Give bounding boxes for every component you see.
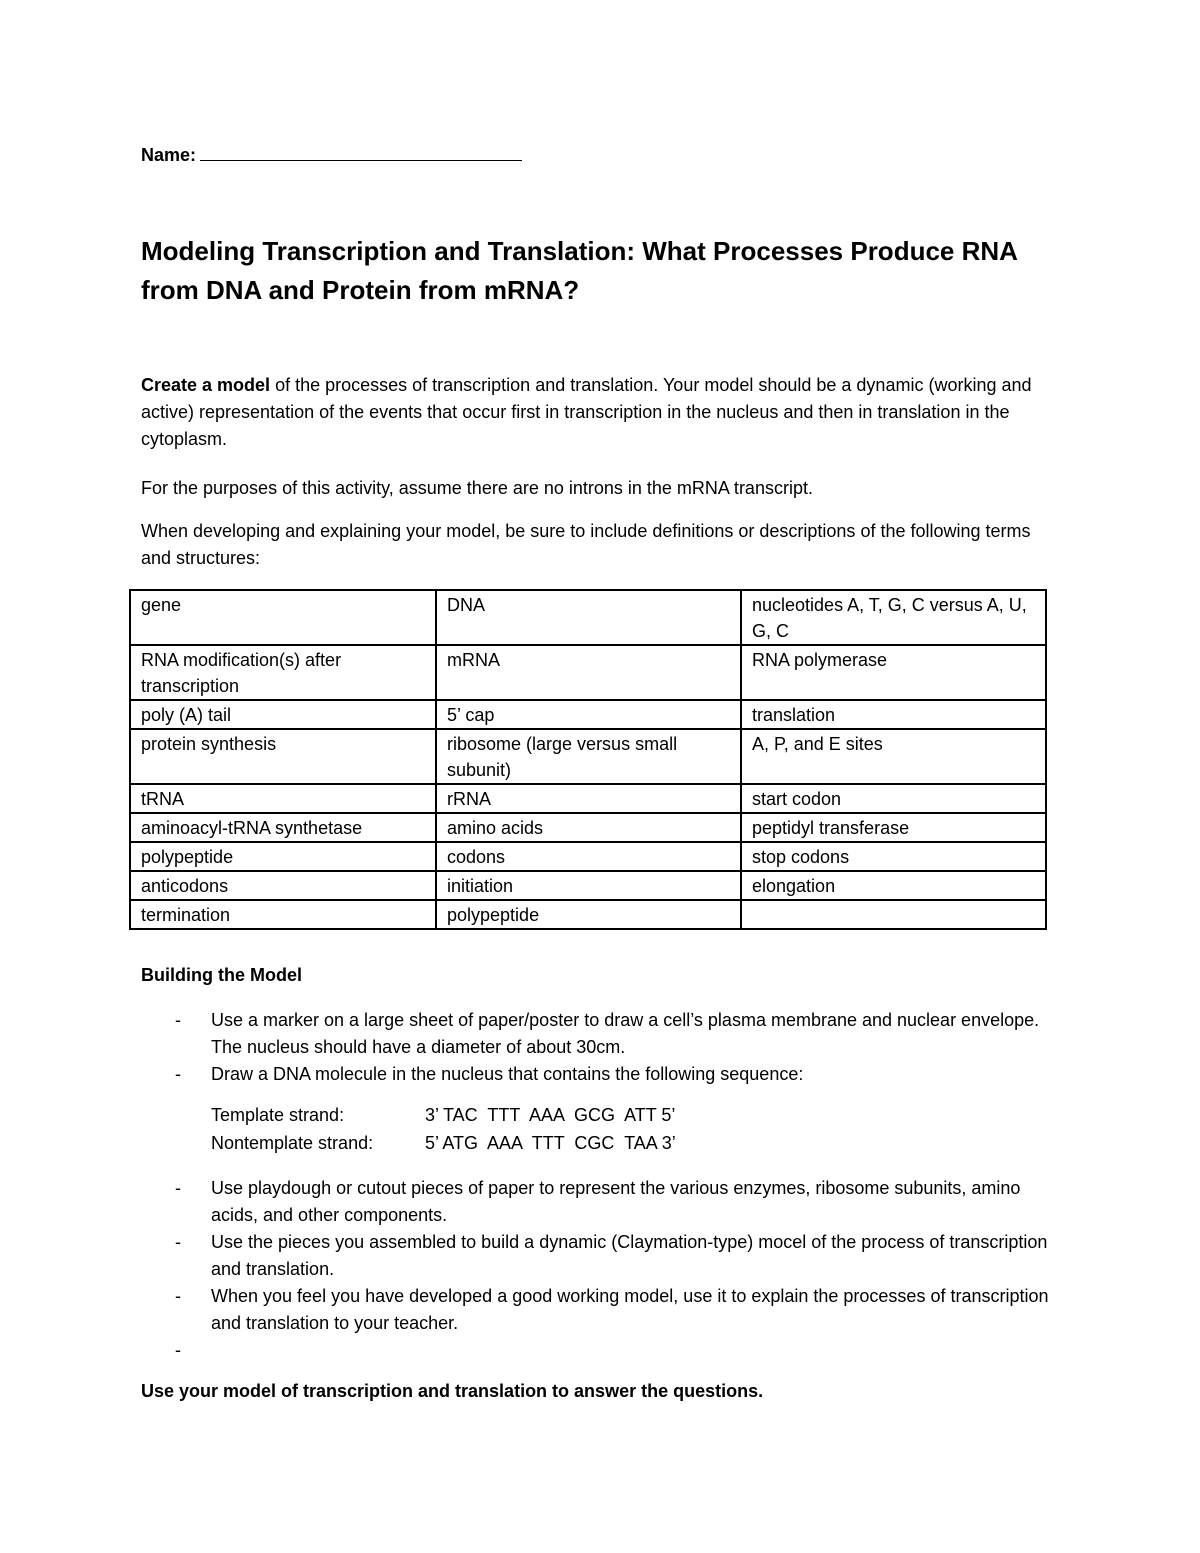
dash-bullet: - (175, 1286, 181, 1306)
terms-table-row (130, 871, 1046, 900)
terms-table-cell: translation (741, 700, 1046, 729)
terms-table-cell: 5’ cap (436, 700, 741, 729)
template-strand-row (211, 1102, 911, 1130)
list-item-text: Use playdough or cutout pieces of paper to represent the various enzymes, ribosome subunits, amino acids, and other components. (211, 1178, 1021, 1225)
terms-table-cell: nucleotides A, T, G, C versus A, U, G, C (741, 590, 1046, 645)
terms-table (129, 589, 1047, 930)
nontemplate-strand-label: Nontemplate strand: (211, 1133, 374, 1153)
terms-table-cell: termination (130, 900, 436, 929)
terms-table-cell: stop codons (741, 842, 1046, 871)
list-item (141, 1229, 1061, 1283)
terms-table-cell: aminoacyl-tRNA synthetase (130, 813, 436, 842)
terms-table-cell: codons (436, 842, 741, 871)
closing-instruction: Use your model of transcription and translation to answer the questions. (141, 1381, 764, 1401)
intro-text: of the processes of transcription and translation. Your model should be a dynamic (working and active) representation of the events that occur first in transcription in the nucleus and then in translation in the cytoplasm. (141, 375, 1032, 449)
terms-table-cell (741, 900, 1046, 929)
steps-list-after (141, 1175, 1061, 1360)
list-item (141, 1175, 1061, 1229)
terms-table-row (130, 900, 1046, 929)
dash-bullet: - (175, 1340, 181, 1360)
terms-table-cell: poly (A) tail (130, 700, 436, 729)
terms-table-cell: polypeptide (130, 842, 436, 871)
terms-table-cell: elongation (741, 871, 1046, 900)
terms-table-cell: A, P, and E sites (741, 729, 1046, 784)
terms-table-cell: RNA polymerase (741, 645, 1046, 700)
terms-table-cell: anticodons (130, 871, 436, 900)
terms-table-cell: mRNA (436, 645, 741, 700)
steps-list-before (141, 1007, 1061, 1088)
terms-table-cell: rRNA (436, 784, 741, 813)
terms-table-row (130, 700, 1046, 729)
terms-table-cell: polypeptide (436, 900, 741, 929)
dna-sequence (211, 1102, 911, 1158)
dash-bullet: - (175, 1178, 181, 1198)
terms-table-row (130, 729, 1046, 784)
nontemplate-strand-sequence: 5’ ATG AAA TTT CGC TAA 3’ (425, 1133, 676, 1153)
terms-table-row (130, 842, 1046, 871)
list-item-text: Use the pieces you assembled to build a dynamic (Claymation-type) mocel of the process of transcription and translation. (211, 1232, 1048, 1279)
name-label: Name: (141, 145, 197, 165)
dash-bullet: - (175, 1064, 181, 1084)
terms-table-cell: RNA modification(s) after transcription (130, 645, 436, 700)
intro-paragraph (141, 372, 1061, 453)
name-blank[interactable] (200, 142, 522, 161)
page-title: Modeling Transcription and Translation: What Processes Produce RNA from DNA and Protein from mRNA? (141, 236, 1017, 305)
terms-table-cell: start codon (741, 784, 1046, 813)
terms-table-cell: amino acids (436, 813, 741, 842)
nontemplate-strand-row (211, 1130, 911, 1158)
terms-table-cell: peptidyl transferase (741, 813, 1046, 842)
name-field (141, 142, 522, 169)
terms-table-cell: ribosome (large versus small subunit) (436, 729, 741, 784)
template-strand-label: Template strand: (211, 1105, 345, 1125)
dash-bullet: - (175, 1010, 181, 1030)
list-item (141, 1061, 1061, 1088)
terms-table-cell: protein synthesis (130, 729, 436, 784)
list-item (141, 1007, 1061, 1061)
list-item-text: Draw a DNA molecule in the nucleus that contains the following sequence: (211, 1064, 804, 1084)
list-item-text: When you feel you have developed a good working model, use it to explain the processes of transcription and translation to your teacher. (211, 1286, 1049, 1333)
terms-table-row (130, 645, 1046, 700)
list-item-text: Use a marker on a large sheet of paper/poster to draw a cell’s plasma membrane and nuclear envelope. The nucleus should have a diameter of about 30cm. (211, 1010, 1040, 1057)
list-item (141, 1283, 1061, 1337)
terms-table-row (130, 784, 1046, 813)
terms-table-cell: gene (130, 590, 436, 645)
terms-table-cell: tRNA (130, 784, 436, 813)
dash-bullet: - (175, 1232, 181, 1252)
terms-table-row (130, 813, 1046, 842)
terms-intro-paragraph: When developing and explaining your model, be sure to include definitions or descriptions of the following terms and structures: (141, 521, 1031, 568)
terms-table-cell: DNA (436, 590, 741, 645)
building-heading: Building the Model (141, 965, 302, 985)
terms-table-cell: initiation (436, 871, 741, 900)
template-strand-sequence: 3’ TAC TTT AAA GCG ATT 5’ (425, 1105, 676, 1125)
assumption-paragraph: For the purposes of this activity, assume there are no introns in the mRNA transcript. (141, 478, 813, 498)
intro-bold-lead: Create a model (141, 375, 271, 395)
terms-table-row (130, 590, 1046, 645)
